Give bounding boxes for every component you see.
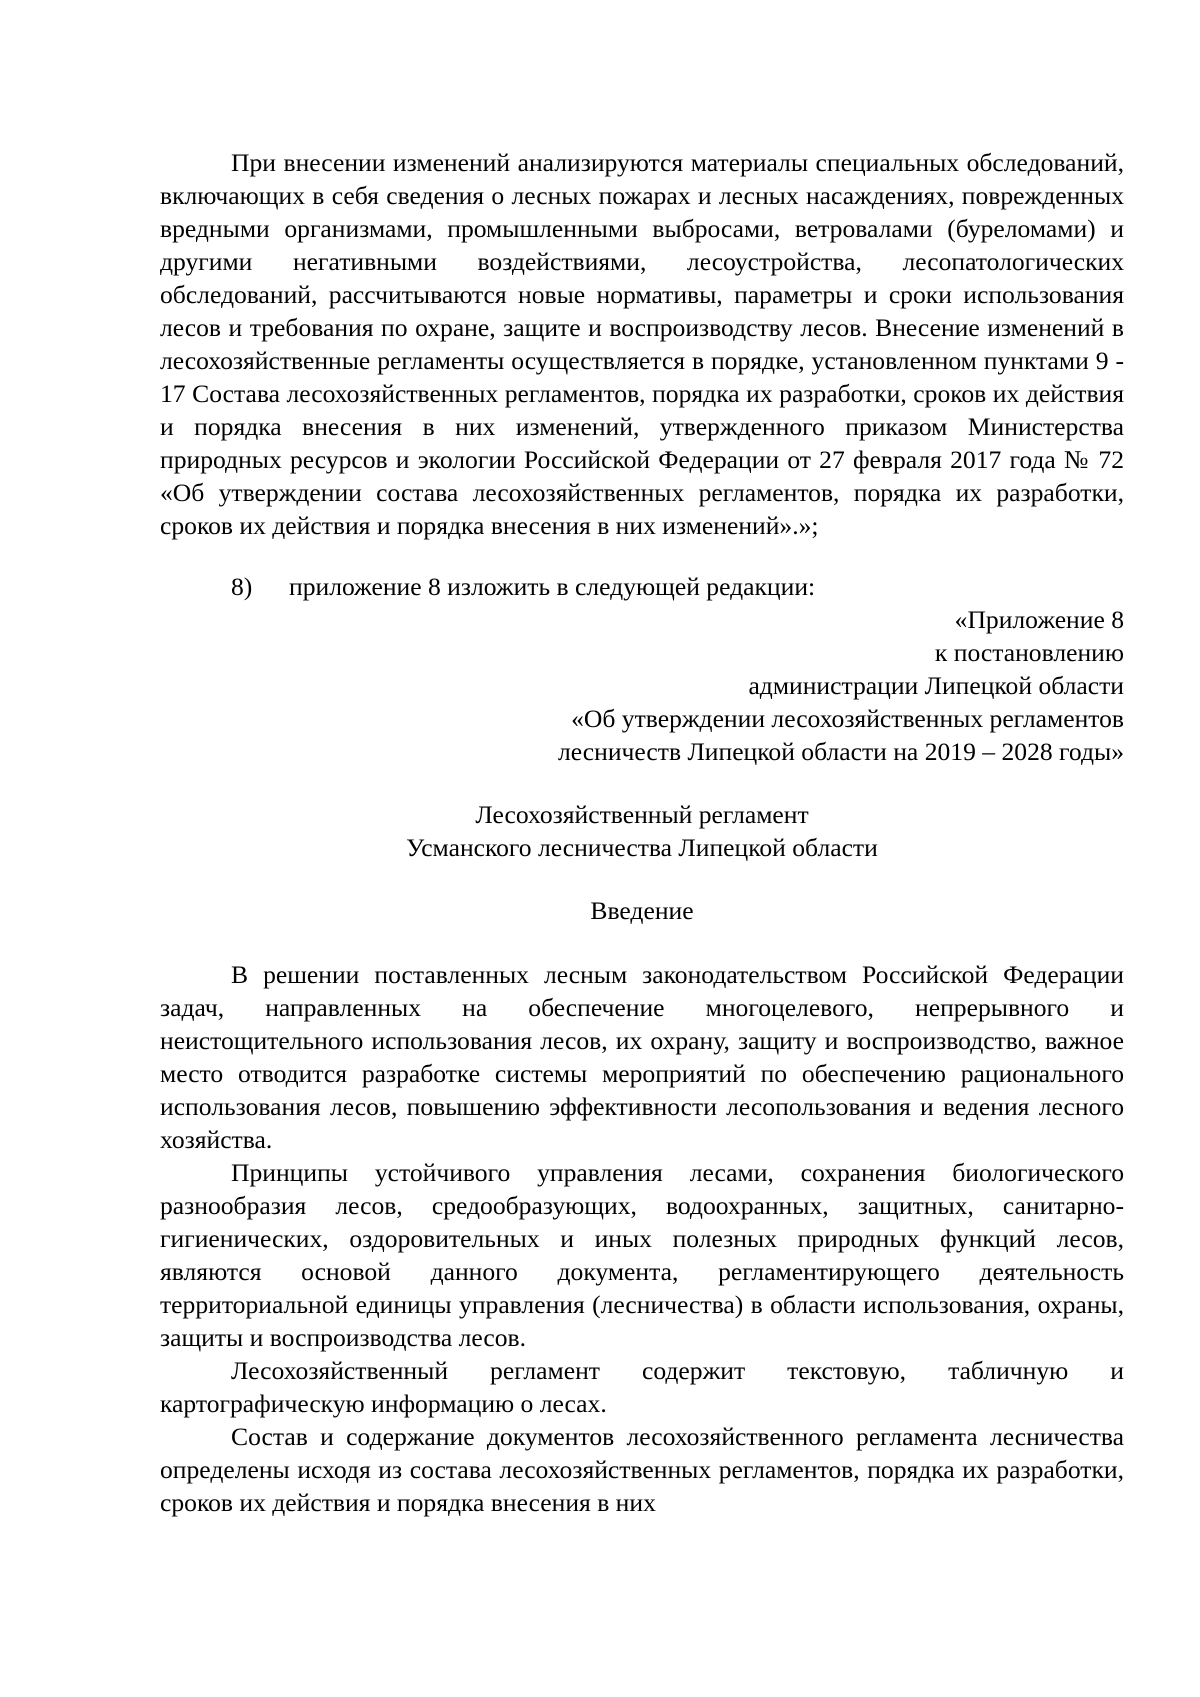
intro-paragraph-4: Состав и содержание документов лесохозяйственного регламента лесничества определены исходя из состава лесохозяйственных регламентов, порядка их разработки, сроков их действия и порядка внесения в них xyxy=(160,1422,1124,1517)
document-page xyxy=(160,146,1124,1519)
intro-paragraph-2: Принципы устойчивого управления лесами, сохранения биологического разнообразия лесов, средообразующих, водоохранных, защитных, санитарно-гигиенических, оздоровительных и иных полезных природных функций лесов, являются основой данного документа, регламентирующего деятельность территориальной единицы управления (лесничества) в области использования, охраны, защиты и воспроизводства лесов. xyxy=(160,1158,1124,1352)
appendix-approval-block xyxy=(160,603,1124,768)
approval-line-3: администрации Липецкой области xyxy=(748,671,1124,700)
list-item-number: 8) xyxy=(231,572,253,601)
document-title xyxy=(160,798,1124,864)
section-heading-introduction: Введение xyxy=(590,896,694,925)
list-item-8 xyxy=(160,570,1124,603)
document-title-line-2: Усманского лесничества Липецкой области xyxy=(406,833,878,862)
document-title-line-1: Лесохозяйственный регламент xyxy=(475,800,809,829)
approval-line-2: к постановлению xyxy=(934,638,1124,667)
approval-line-5: лесничеств Липецкой области на 2019 – 2028 годы» xyxy=(558,737,1124,766)
intro-paragraph-3: Лесохозяйственный регламент содержит текстовую, табличную и картографическую информацию о лесах. xyxy=(160,1356,1124,1418)
approval-line-4: «Об утверждении лесохозяйственных регламентов xyxy=(571,704,1124,733)
intro-paragraph-1: В решении поставленных лесным законодательством Российской Федерации задач, направленных на обеспечение многоцелевого, непрерывного и неистощительного использования лесов, их охрану, защиту и воспроизводство, важное место отводится разработке системы мероприятий по обеспечению рационального использования лесов, повышению эффективности лесопользования и ведения лесного хозяйства. xyxy=(160,960,1124,1154)
approval-line-1: «Приложение 8 xyxy=(954,605,1124,634)
list-item-text: приложение 8 изложить в следующей редакции: xyxy=(289,572,816,601)
paragraph-amendment-analysis: При внесении изменений анализируются материалы специальных обследований, включающих в себя сведения о лесных пожарах и лесных насаждениях, поврежденных вредными организмами, промышленными выбросами, ветровалами (буреломами) и другими негативными воздействиями, лесоустройства, лесопатологических обследований, рассчитываются новые нормативы, параметры и сроки использования лесов и требования по охране, защите и воспроизводству лесов. Внесение изменений в лесохозяйственные регламенты осуществляется в порядке, установленном пунктами 9 - 17 Состава лесохозяйственных регламентов, порядка их разработки, сроков их действия и порядка внесения в них изменений, утвержденного приказом Министерства природных ресурсов и экологии Российской Федерации от 27 февраля 2017 года № 72 «Об утверждении состава лесохозяйственных регламентов, порядка их разработки, сроков их действия и порядка внесения в них изменений».»; xyxy=(160,148,1124,540)
